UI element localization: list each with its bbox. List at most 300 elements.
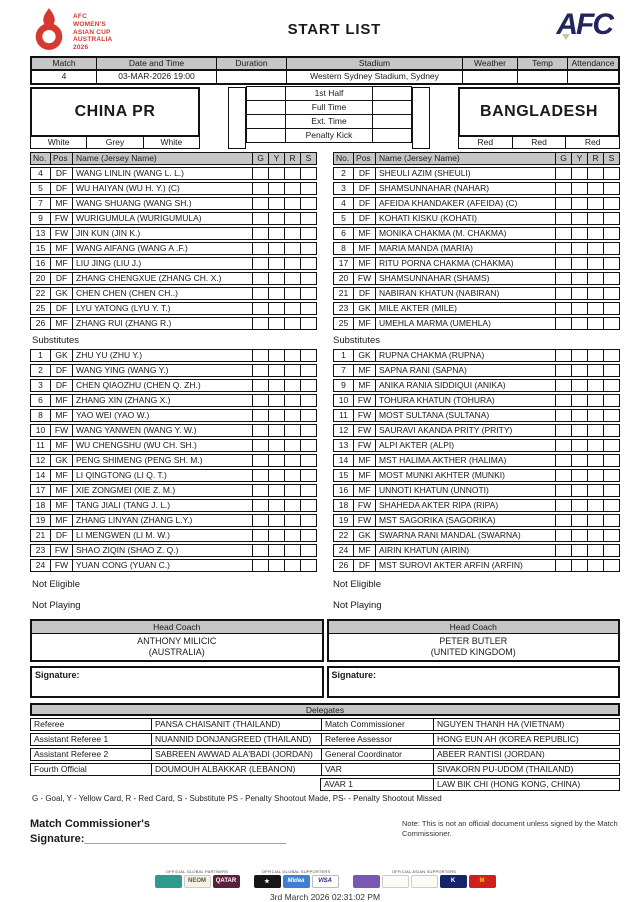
goal-cell (555, 350, 571, 361)
player-row (333, 514, 620, 527)
player-number: 21 (338, 288, 349, 298)
substitute-cell (603, 243, 619, 254)
goal-cell (555, 258, 571, 269)
player-name: WANG YANWEN (WANG Y. W.) (72, 425, 252, 436)
home-team-name: CHINA PR (30, 87, 200, 137)
score-side-box-right (412, 87, 430, 149)
afc-logo-wedge (562, 34, 570, 40)
kit-color-cell: Red (512, 135, 566, 149)
player-name: WU HAIYAN (WU H. Y.) (C) (72, 183, 252, 194)
yellow-card-cell (571, 380, 587, 391)
substitute-cell (300, 380, 316, 391)
head-coach-section (30, 619, 620, 662)
player-name: SWARNA RANI MANDAL (SWARNA) (375, 530, 555, 541)
period-label: 1st Half (286, 86, 372, 101)
goal-cell (252, 258, 268, 269)
substitute-cell (300, 455, 316, 466)
red-card-cell (587, 545, 603, 556)
home-team-column (30, 87, 200, 149)
yellow-card-cell (268, 545, 284, 556)
sponsor-logo (411, 875, 438, 888)
player-number: 13 (35, 228, 46, 238)
yellow-card-cell (571, 303, 587, 314)
player-number: 18 (338, 500, 349, 510)
player-number: 9 (38, 213, 43, 223)
goal-cell (555, 560, 571, 571)
red-card-cell (284, 470, 300, 481)
goal-cell (252, 560, 268, 571)
red-card-cell (284, 425, 300, 436)
column-header-cell: Pos (353, 153, 375, 164)
goal-cell (252, 350, 268, 361)
player-row (333, 197, 620, 210)
substitute-cell (300, 425, 316, 436)
player-number: 8 (38, 410, 43, 420)
player-number: 2 (38, 365, 43, 375)
player-row (30, 212, 317, 225)
player-row (30, 349, 317, 362)
yellow-card-cell (268, 258, 284, 269)
player-position: MF (50, 395, 72, 406)
player-name: ZHANG CHENGXUE (ZHANG CH. X.) (72, 273, 252, 284)
player-name: ANIKA RANIA SIDDIQUI (ANIKA) (375, 380, 555, 391)
home-subs-table (30, 349, 317, 574)
goal-cell (252, 425, 268, 436)
home-not-eligible-label: Not Eligible (32, 579, 81, 590)
match-info-value-cell: 03-MAR-2026 19:00 (96, 71, 216, 83)
goal-cell (252, 198, 268, 209)
red-card-cell (587, 500, 603, 511)
player-position: MF (50, 198, 72, 209)
yellow-card-cell (571, 440, 587, 451)
yellow-card-cell (268, 288, 284, 299)
player-row (30, 394, 317, 407)
yellow-card-cell (268, 273, 284, 284)
player-position: FW (353, 273, 375, 284)
player-name: MILE AKTER (MILE) (375, 303, 555, 314)
sponsor-group-label: OFFICIAL ASIAN SUPPORTERS (391, 868, 457, 874)
player-row (333, 424, 620, 437)
player-number: 3 (341, 183, 346, 193)
red-card-cell (587, 395, 603, 406)
home-score-box (246, 128, 286, 143)
player-position: DF (353, 183, 375, 194)
match-info-header-cell: Date and Time (96, 58, 216, 70)
player-row (30, 529, 317, 542)
red-card-cell (587, 168, 603, 179)
yellow-card-cell (268, 380, 284, 391)
player-number: 20 (338, 273, 349, 283)
player-number: 24 (338, 545, 349, 555)
player-position: FW (353, 515, 375, 526)
player-position: GK (50, 455, 72, 466)
away-coach-name: PETER BUTLER (439, 635, 508, 646)
column-header-cell: G (555, 153, 571, 164)
player-row (333, 439, 620, 452)
goal-cell (252, 500, 268, 511)
tournament-logo (30, 6, 112, 52)
player-position: MF (353, 380, 375, 391)
delegate-row (30, 733, 620, 746)
substitute-cell (300, 213, 316, 224)
substitute-cell (300, 440, 316, 451)
substitute-cell (300, 243, 316, 254)
player-position: MF (353, 228, 375, 239)
delegate-name: SABREEN AWWAD ALA'BADI (JORDAN) (151, 749, 321, 760)
player-name: CHEN CHEN (CHEN CH..) (72, 288, 252, 299)
red-card-cell (284, 530, 300, 541)
player-position: GK (50, 350, 72, 361)
yellow-card-cell (268, 485, 284, 496)
player-position: DF (353, 213, 375, 224)
player-position: DF (353, 560, 375, 571)
home-kit-colors (30, 135, 200, 149)
abbreviation-legend: G - Goal, Y - Yellow Card, R - Red Card, S - Substitute PS - Penalty Shootout Made, PS- - Penalty Shootout Missed (32, 794, 442, 803)
period-row (246, 128, 412, 143)
column-header-cell: R (284, 153, 300, 164)
player-row (30, 424, 317, 437)
red-card-cell (587, 440, 603, 451)
player-row (333, 257, 620, 270)
delegate-name: HONG EUN AH (KOREA REPUBLIC) (433, 734, 619, 745)
period-label: Penalty Kick (286, 128, 372, 143)
player-name: MST SUROVI AKTER ARFIN (ARFIN) (375, 560, 555, 571)
player-name: WANG AIFANG (WANG A .F.) (72, 243, 252, 254)
column-header-cell: No. (33, 153, 47, 163)
substitute-cell (603, 470, 619, 481)
red-card-cell (587, 318, 603, 329)
home-starters-table (30, 152, 317, 332)
goal-cell (555, 303, 571, 314)
delegate-row (30, 748, 620, 761)
player-name: SAURAVI AKANDA PRITY (PRITY) (375, 425, 555, 436)
away-subs-table (333, 349, 620, 574)
goal-cell (252, 455, 268, 466)
player-name: SHAHEDA AKTER RIPA (RIPA) (375, 500, 555, 511)
yellow-card-cell (268, 213, 284, 224)
substitute-cell (603, 515, 619, 526)
player-name: YUAN CONG (YUAN C.) (72, 560, 252, 571)
goal-cell (555, 318, 571, 329)
player-number: 6 (38, 395, 43, 405)
goal-cell (555, 365, 571, 376)
player-number: 18 (35, 500, 46, 510)
away-score-box (372, 100, 412, 115)
kit-color-cell: White (30, 135, 86, 149)
official-note: Note: This is not an official document unless signed by the Match Commissioner. (402, 819, 618, 839)
red-card-cell (284, 500, 300, 511)
red-card-cell (587, 455, 603, 466)
home-coach-country: (AUSTRALIA) (148, 647, 205, 657)
player-name: WANG SHUANG (WANG SH.) (72, 198, 252, 209)
player-name: SHAO ZIQIN (SHAO Z. Q.) (72, 545, 252, 556)
yellow-card-cell (571, 243, 587, 254)
yellow-card-cell (268, 198, 284, 209)
sponsor-group-label: OFFICIAL GLOBAL PARTNERS (165, 868, 229, 874)
player-row (30, 499, 317, 512)
substitute-cell (603, 303, 619, 314)
kit-color-cell: Red (458, 135, 512, 149)
substitute-cell (300, 500, 316, 511)
match-info-header-row (30, 56, 620, 70)
player-number: 13 (338, 440, 349, 450)
substitute-cell (603, 545, 619, 556)
player-position: MF (50, 500, 72, 511)
goal-cell (252, 470, 268, 481)
substitute-cell (603, 318, 619, 329)
player-number: 5 (341, 213, 346, 223)
yellow-card-cell (571, 318, 587, 329)
match-info-value-cell (462, 71, 517, 83)
player-row (30, 272, 317, 285)
player-name: SHAMSUNNAHAR (SHAMS) (375, 273, 555, 284)
goal-cell (252, 365, 268, 376)
player-number: 9 (341, 380, 346, 390)
delegate-name: DOUMOUH ALBAKKAR (LEBANON) (151, 764, 321, 775)
player-number: 25 (338, 318, 349, 328)
red-card-cell (587, 198, 603, 209)
player-row (333, 364, 620, 377)
yellow-card-cell (268, 318, 284, 329)
goal-cell (555, 183, 571, 194)
red-card-cell (284, 303, 300, 314)
player-number: 23 (338, 303, 349, 313)
sponsor-logo: VISA (312, 875, 339, 888)
substitute-cell (300, 515, 316, 526)
substitute-cell (300, 198, 316, 209)
home-score-box (246, 114, 286, 129)
sponsor-logo (353, 875, 380, 888)
yellow-card-cell (268, 410, 284, 421)
player-row (30, 439, 317, 452)
player-name: ZHU YU (ZHU Y.) (72, 350, 252, 361)
tournament-logo-text: AFC WOMEN'S ASIAN CUP AUSTRALIA 2026 (73, 13, 113, 52)
player-number: 25 (35, 303, 46, 313)
player-number: 22 (338, 530, 349, 540)
player-position: MF (353, 318, 375, 329)
red-card-cell (284, 198, 300, 209)
player-number: 12 (35, 455, 46, 465)
player-row (333, 559, 620, 572)
player-row (30, 484, 317, 497)
player-number: 19 (338, 515, 349, 525)
substitute-cell (603, 425, 619, 436)
player-row (333, 409, 620, 422)
page-title: START LIST (287, 21, 382, 38)
red-card-cell (284, 183, 300, 194)
player-position: FW (50, 425, 72, 436)
goal-cell (252, 530, 268, 541)
goal-cell (252, 515, 268, 526)
player-name: PENG SHIMENG (PENG SH. M.) (72, 455, 252, 466)
red-card-cell (587, 365, 603, 376)
player-position: MF (50, 515, 72, 526)
home-score-box (246, 100, 286, 115)
player-number: 7 (341, 365, 346, 375)
column-header-cell: Y (268, 153, 284, 164)
player-number: 4 (38, 168, 43, 178)
generated-timestamp: 3rd March 2026 02:31:02 PM (269, 891, 381, 902)
yellow-card-cell (571, 183, 587, 194)
sponsor-logo: M (469, 875, 496, 888)
yellow-card-cell (268, 350, 284, 361)
player-number: 3 (38, 380, 43, 390)
yellow-card-cell (268, 440, 284, 451)
yellow-card-cell (268, 560, 284, 571)
player-row (333, 287, 620, 300)
player-row (30, 317, 317, 330)
player-number: 26 (35, 318, 46, 328)
goal-cell (555, 288, 571, 299)
coach-signature-section (30, 666, 620, 698)
player-position: MF (50, 243, 72, 254)
player-name: LIU JING (LIU J.) (72, 258, 252, 269)
red-card-cell (587, 530, 603, 541)
column-header-cell: S (300, 153, 316, 164)
substitute-cell (300, 350, 316, 361)
yellow-card-cell (268, 168, 284, 179)
player-number: 11 (339, 410, 348, 420)
player-position: FW (353, 440, 375, 451)
player-position: MF (353, 243, 375, 254)
player-number: 12 (338, 425, 349, 435)
player-name: ALPI AKTER (ALPI) (375, 440, 555, 451)
substitute-cell (603, 168, 619, 179)
yellow-card-cell (268, 183, 284, 194)
home-starters-rows (30, 167, 317, 330)
player-row (30, 302, 317, 315)
sponsor-logo: ★ (254, 875, 281, 888)
substitute-cell (603, 455, 619, 466)
player-number: 6 (341, 228, 346, 238)
player-number: 24 (35, 560, 46, 570)
home-coach-box (30, 619, 324, 662)
player-position: DF (353, 198, 375, 209)
substitute-cell (300, 318, 316, 329)
player-position: MF (50, 470, 72, 481)
red-card-cell (587, 410, 603, 421)
delegate-role: Match Commissioner (321, 719, 433, 730)
delegate-role: VAR (321, 764, 433, 775)
player-number: 14 (35, 470, 46, 480)
away-team-column (458, 87, 620, 149)
period-label: Ext. Time (286, 114, 372, 129)
sponsor-logos-group-2 (254, 875, 339, 888)
away-kit-colors (458, 135, 620, 149)
substitute-cell (603, 228, 619, 239)
player-row (30, 469, 317, 482)
player-position: FW (353, 425, 375, 436)
goal-cell (252, 183, 268, 194)
sponsor-logo: Midea (283, 875, 310, 888)
substitute-cell (300, 395, 316, 406)
home-starters-header (30, 152, 317, 165)
goal-cell (555, 515, 571, 526)
substitute-cell (300, 410, 316, 421)
red-card-cell (284, 545, 300, 556)
column-header-cell: G (252, 153, 268, 164)
player-name: CHEN QIAOZHU (CHEN Q. ZH.) (72, 380, 252, 391)
delegate-role: AVAR 1 (324, 779, 353, 789)
delegate-name: SIVAKORN PU-UDOM (THAILAND) (433, 764, 619, 775)
substitute-cell (603, 500, 619, 511)
player-number: 8 (341, 243, 346, 253)
player-name: ZHANG LINYAN (ZHANG L.Y.) (72, 515, 252, 526)
player-row (333, 544, 620, 557)
delegate-name: ABEER RANTISI (JORDAN) (433, 749, 619, 760)
delegate-extra-row (30, 778, 620, 791)
goal-cell (252, 318, 268, 329)
yellow-card-cell (571, 395, 587, 406)
player-row (30, 409, 317, 422)
red-card-cell (587, 425, 603, 436)
player-position: MF (353, 545, 375, 556)
player-number: 10 (338, 395, 349, 405)
red-card-cell (284, 515, 300, 526)
substitute-cell (603, 440, 619, 451)
afc-logo: AFC (556, 8, 612, 41)
player-name: RUPNA CHAKMA (RUPNA) (375, 350, 555, 361)
player-row (333, 349, 620, 362)
goal-cell (555, 168, 571, 179)
yellow-card-cell (571, 470, 587, 481)
red-card-cell (284, 243, 300, 254)
delegate-name: NUANNID DONJANGREED (THAILAND) (151, 734, 321, 745)
match-info-header-cell: Attendance (567, 58, 618, 70)
match-info-header-cell: Duration (216, 58, 286, 70)
away-team-name: BANGLADESH (458, 87, 620, 137)
player-row (30, 454, 317, 467)
yellow-card-cell (268, 500, 284, 511)
score-area (200, 87, 458, 149)
goal-cell (555, 395, 571, 406)
red-card-cell (587, 213, 603, 224)
red-card-cell (284, 168, 300, 179)
yellow-card-cell (268, 455, 284, 466)
match-info-value-cell (567, 71, 618, 83)
yellow-card-cell (268, 303, 284, 314)
substitute-cell (603, 365, 619, 376)
player-name: MOST SULTANA (SULTANA) (375, 410, 555, 421)
player-row (30, 227, 317, 240)
player-position: MF (353, 485, 375, 496)
substitute-cell (300, 560, 316, 571)
player-position: DF (50, 530, 72, 541)
player-row (30, 364, 317, 377)
kit-color-cell: Grey (86, 135, 142, 149)
match-info-value-cell: Western Sydney Stadium, Sydney (286, 71, 462, 83)
goal-cell (252, 288, 268, 299)
player-position: MF (353, 470, 375, 481)
player-number: 14 (338, 455, 349, 465)
sponsor-logo (155, 875, 182, 888)
player-number: 26 (338, 560, 349, 570)
player-name: TANG JIALI (TANG J. L.) (72, 500, 252, 511)
goal-cell (252, 395, 268, 406)
goal-cell (252, 410, 268, 421)
player-position: FW (353, 395, 375, 406)
substitute-cell (603, 395, 619, 406)
yellow-card-cell (571, 365, 587, 376)
substitute-cell (300, 183, 316, 194)
player-row (333, 394, 620, 407)
delegate-role: Fourth Official (34, 764, 87, 774)
away-coach-box (327, 619, 621, 662)
delegate-role: Referee (34, 719, 65, 729)
player-row (30, 287, 317, 300)
substitute-cell (300, 545, 316, 556)
player-row (333, 317, 620, 330)
